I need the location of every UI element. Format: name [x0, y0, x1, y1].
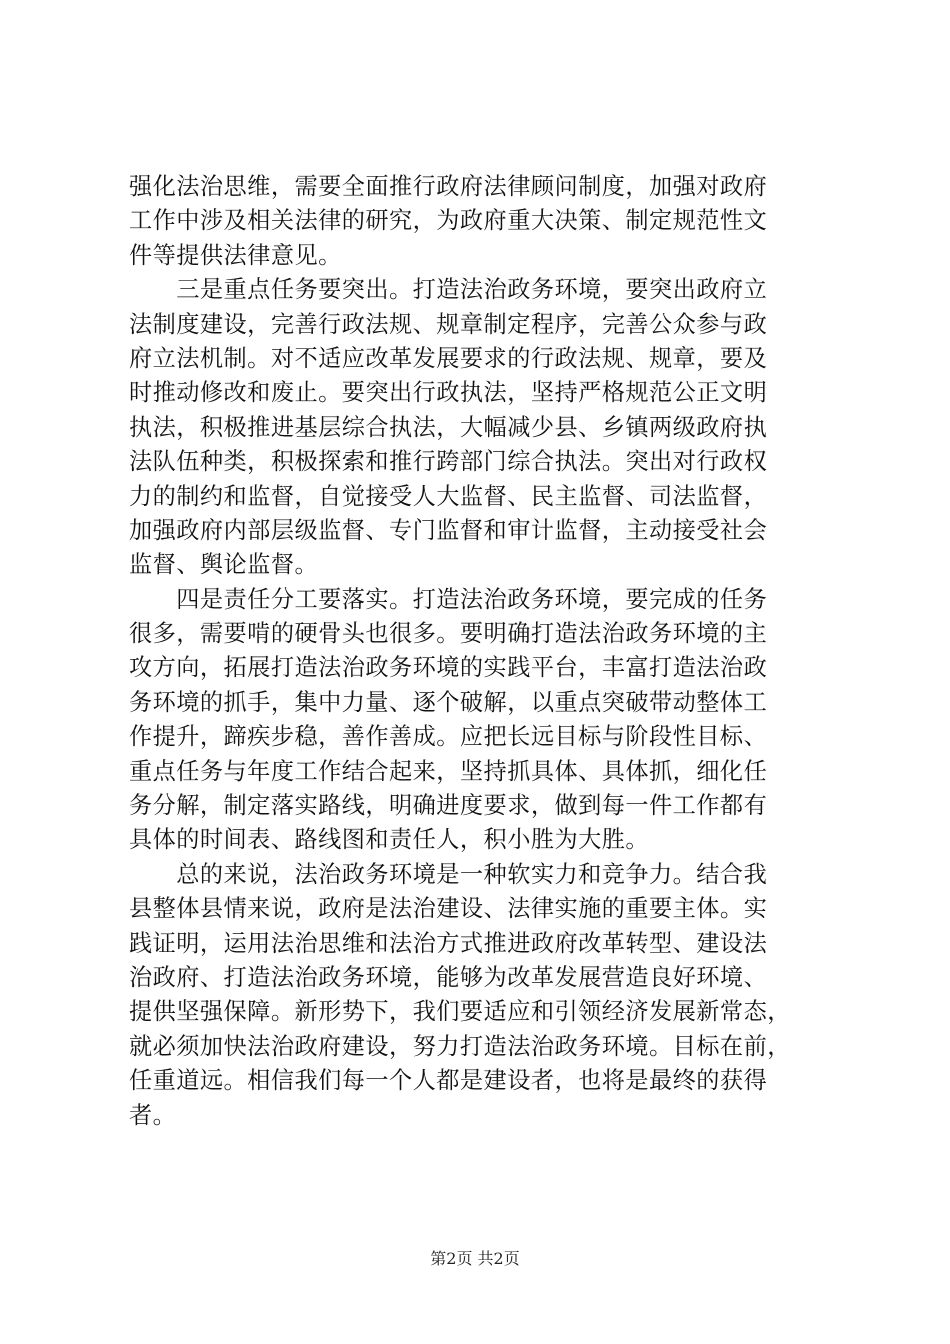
- text-line: 治政府、打造法治政务环境，能够为改革发展营造良好环境、: [129, 963, 768, 991]
- text-line: 者。: [129, 1101, 177, 1129]
- text-line: 作提升，蹄疾步稳，善作善成。应把长远目标与阶段性目标、: [129, 723, 768, 751]
- document-body: [129, 170, 829, 1133]
- text-line: 三是重点任务要突出。打造法治政务环境，要突出政府立: [129, 276, 768, 304]
- text-line: 府立法机制。对不适应改革发展要求的行政法规、规章，要及: [129, 344, 768, 372]
- text-line: 县整体县情来说，政府是法治建设、法律实施的重要主体。实: [129, 895, 768, 923]
- text-line: 加强政府内部层级监督、专门监督和审计监督，主动接受社会: [129, 516, 768, 544]
- text-line: 法队伍种类，积极探索和推行跨部门综合执法。突出对行政权: [129, 448, 768, 476]
- text-line: 具体的时间表、路线图和责任人，积小胜为大胜。: [129, 826, 650, 854]
- page-footer: 第2页 共2页: [430, 1249, 520, 1268]
- text-line: 提供坚强保障。新形势下，我们要适应和引领经济发展新常态，: [129, 998, 791, 1026]
- text-line: 攻方向，拓展打造法治政务环境的实践平台，丰富打造法治政: [129, 654, 768, 682]
- text-line: 强化法治思维，需要全面推行政府法律顾问制度，加强对政府: [129, 173, 768, 200]
- text-line: 法制度建设，完善行政法规、规章制定程序，完善公众参与政: [129, 310, 768, 338]
- text-line: 四是责任分工要落实。打造法治政务环境，要完成的任务: [129, 585, 768, 613]
- text-line: 执法，积极推进基层综合执法，大幅减少县、乡镇两级政府执: [129, 413, 768, 441]
- text-line: 件等提供法律意见。: [129, 241, 342, 269]
- text-line: 工作中涉及相关法律的研究，为政府重大决策、制定规范性文: [129, 207, 768, 235]
- text-line: 务分解，制定落实路线，明确进度要求，做到每一件工作都有: [129, 792, 768, 820]
- text-line: 力的制约和监督，自觉接受人大监督、民主监督、司法监督，: [129, 482, 768, 510]
- text-line: 就必须加快法治政府建设，努力打造法治政务环境。目标在前，: [129, 1032, 791, 1060]
- text-line: 践证明，运用法治思维和法治方式推进政府改革转型、建设法: [129, 929, 768, 957]
- text-line: 务环境的抓手，集中力量、逐个破解，以重点突破带动整体工: [129, 688, 768, 716]
- text-line: 总的来说，法治政务环境是一种软实力和竞争力。结合我: [129, 860, 768, 888]
- text-line: 时推动修改和废止。要突出行政执法，坚持严格规范公正文明: [129, 379, 768, 407]
- text-line: 监督、舆论监督。: [129, 551, 319, 579]
- text-line: 任重道远。相信我们每一个人都是建设者，也将是最终的获得: [129, 1067, 768, 1095]
- text-line: 重点任务与年度工作结合起来，坚持抓具体、具体抓，细化任: [129, 757, 768, 785]
- text-line: 很多，需要啃的硬骨头也很多。要明确打造法治政务环境的主: [129, 620, 768, 648]
